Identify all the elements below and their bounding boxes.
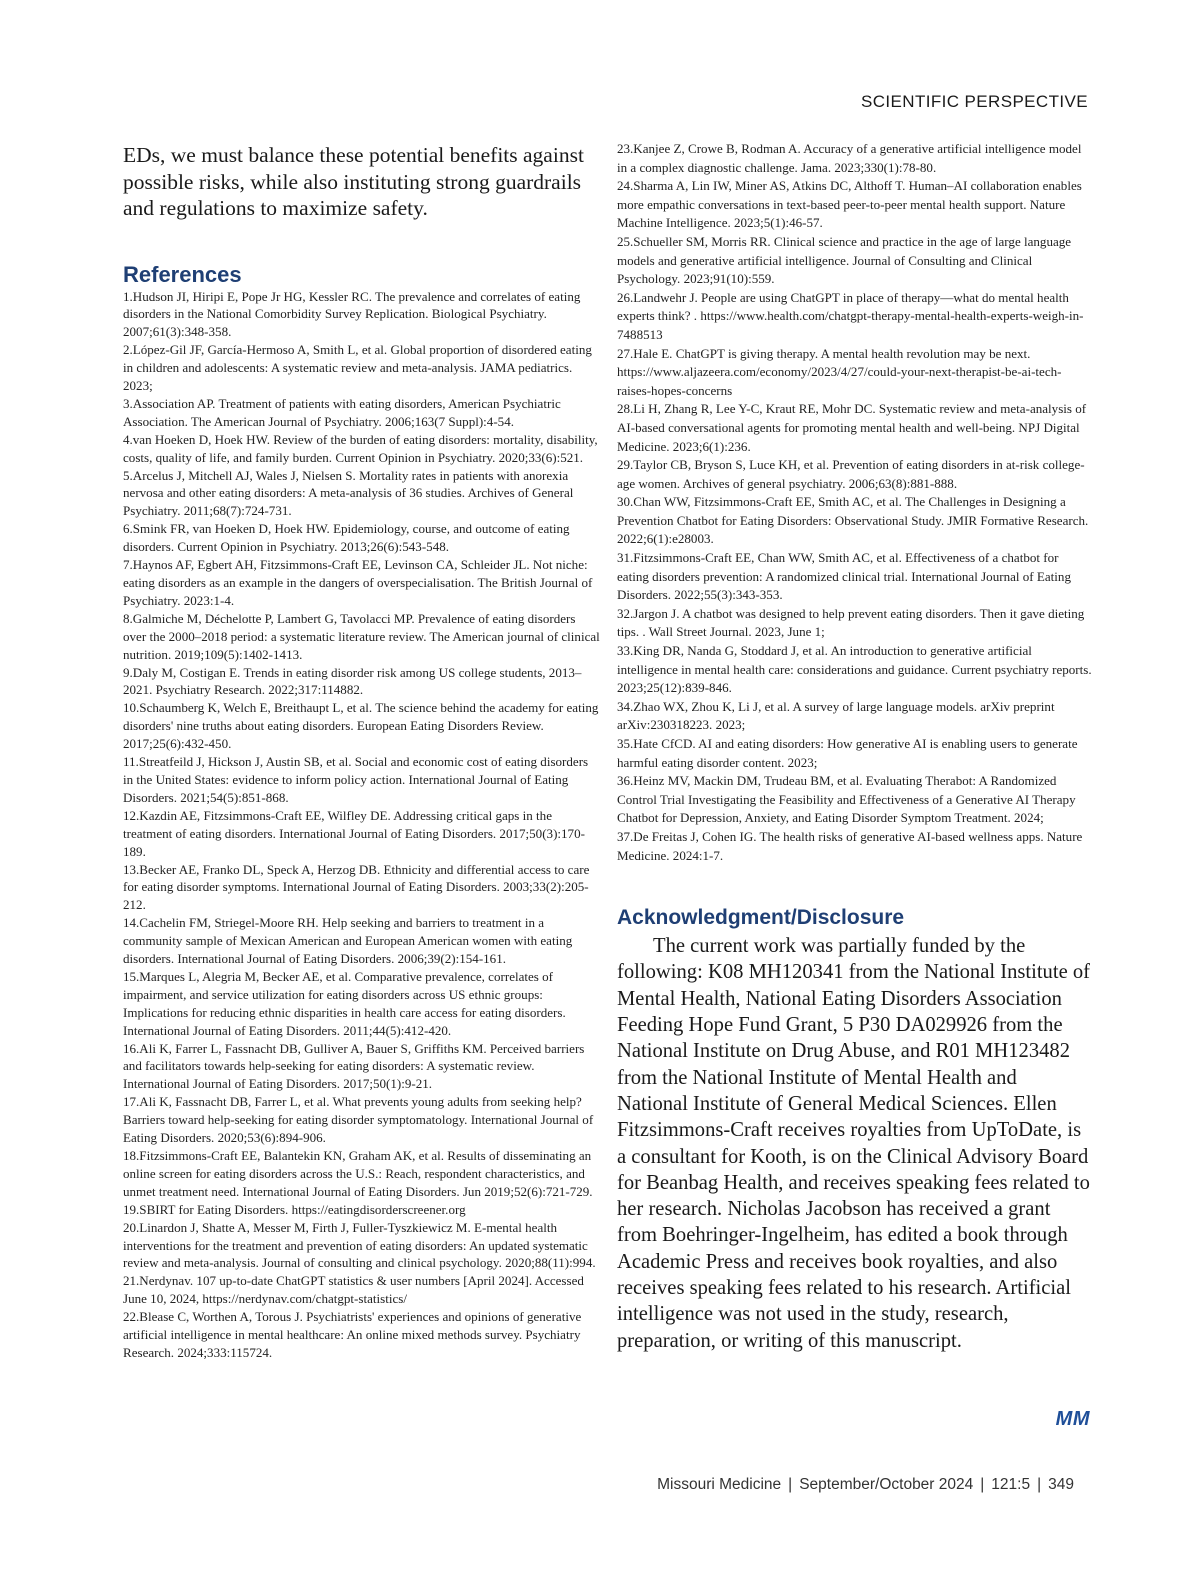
footer-volume: 121:5 [991, 1476, 1031, 1493]
reference-item: 2.López-Gil JF, García-Hermoso A, Smith L, et al. Global proportion of disordered eating in children and adolescents: A systematic review and meta-analysis. JAMA pediatrics. 2023; [123, 342, 592, 394]
reference-list-left [123, 288, 601, 1362]
reference-item: 37.De Freitas J, Cohen IG. The health risks of generative AI-based wellness apps. Nature Medicine. 2024:1-7. [617, 828, 1083, 863]
right-column [617, 140, 1092, 1354]
reference-item: 31.Fitzsimmons-Craft EE, Chan WW, Smith AC, et al. Effectiveness of a chatbot for eating disorders prevention: A randomized clinical trial. International Journal of Eating Disorders. 2022;55(3):343-353. [617, 550, 1071, 603]
page-footer [657, 1476, 1074, 1494]
reference-list-right [617, 140, 1092, 865]
reference-item: 18.Fitzsimmons-Craft EE, Balantekin KN, Graham AK, et al. Results of disseminating an online screen for eating disorders across the U.S.: Reach, respondent characteristics, and unmet treatment need. International Journal of Eating Disorders. Jun 2019;52(6):721-729. [123, 1148, 593, 1199]
reference-item: 4.van Hoeken D, Hoek HW. Review of the burden of eating disorders: mortality, disability, costs, quality of life, and family burden. Current Opinion in Psychiatry. 2020;33(6):521. [123, 431, 598, 465]
reference-item: 36.Heinz MV, Mackin DM, Trudeau BM, et al. Evaluating Therabot: A Randomized Control Trial Investigating the Feasibility and Effectiveness of a Generative AI Therapy Chatbot for Depression, Anxiety, and Eating Disorder Symptom Treatment. 2024; [617, 773, 1076, 826]
reference-item: 13.Becker AE, Franko DL, Speck A, Herzog DB. Ethnicity and differential access to care for eating disorder symptoms. International Journal of Eating Disorders. 2003;33(2):205-212. [123, 861, 590, 913]
reference-item: 15.Marques L, Alegria M, Becker AE, et al. Comparative prevalence, correlates of impairment, and service utilization for eating disorders across US ethnic groups: Implications for reducing ethnic disparities in health care access for eating disorders. International Journal of Eating Disorders. 2011;44(5):412-420. [123, 968, 566, 1038]
reference-item: 29.Taylor CB, Bryson S, Luce KH, et al. Prevention of eating disorders in at-risk college-age women. Archives of general psychiatry. 2006;63(8):881-888. [617, 457, 1085, 491]
reference-item: 17.Ali K, Fassnacht DB, Farrer L, et al. What prevents young adults from seeking help? Barriers toward help-seeking for eating disorder symptomatology. International Journal of Eating Disorders. 2020;53(6):894-906. [123, 1094, 594, 1146]
reference-item: 23.Kanjee Z, Crowe B, Rodman A. Accuracy of a generative artificial intelligence model in a complex diagnostic challenge. Jama. 2023;330(1):78-80. [617, 141, 1082, 175]
footer-separator: | [788, 1476, 793, 1493]
footer-separator: | [980, 1476, 985, 1493]
reference-item: 27.Hale E. ChatGPT is giving therapy. A mental health revolution may be next. https://www.aljazeera.com/economy/2023/4/27/could-your-next-therapist-be-ai-tech-raises-hopes-concerns [617, 345, 1062, 398]
reference-item: 35.Hate CfCD. AI and eating disorders: How generative AI is enabling users to generate harmful eating disorder content. 2023; [617, 736, 1078, 770]
section-label: SCIENTIFIC PERSPECTIVE [860, 92, 1088, 111]
reference-item: 26.Landwehr J. People are using ChatGPT in place of therapy—what do mental health experts think? . https://www.health.com/chatgpt-therapy-mental-health-experts-weigh-in-7488513 [617, 289, 1084, 342]
reference-item: 5.Arcelus J, Mitchell AJ, Wales J, Nielsen S. Mortality rates in patients with anorexia nervosa and other eating disorders: A meta-analysis of 36 studies. Archives of General Psychiatry. 2011;68(7):724-731. [123, 467, 574, 519]
reference-item: 10.Schaumberg K, Welch E, Breithaupt L, et al. The science behind the academy for eating disorders' nine truths about eating disorders. European Eating Disorders Review. 2017;25(6):432-450. [123, 700, 599, 752]
reference-item: 3.Association AP. Treatment of patients with eating disorders, American Psychiatric Association. The American Journal of Psychiatry. 2006;163(7 Suppl):4-54. [123, 395, 561, 429]
reference-item: 32.Jargon J. A chatbot was designed to help prevent eating disorders. Then it gave dieting tips. . Wall Street Journal. 2023, June 1; [617, 605, 1085, 640]
reference-item: 6.Smink FR, van Hoeken D, Hoek HW. Epidemiology, course, and outcome of eating disorders. Current Opinion in Psychiatry. 2013;26(6):543-548. [123, 521, 570, 555]
reference-item: 33.King DR, Nanda G, Stoddard J, et al. An introduction to generative artificial intelligence in mental health care: considerations and guidance. Current psychiatry reports. 2023;25(12):839-846. [617, 643, 1092, 696]
acknowledgment-paragraph: The current work was partially funded by the following: K08 MH120341 from the National Institute of Mental Health, National Eating Disorders Association Feeding Hope Fund Grant, 5 P30 DA029926 from the National Institute on Drug Abuse, and R01 MH123482 from the National Institute of Mental Health and National Institute of General Medical Sciences. Ellen Fitzsimmons-Craft receives royalties from UpToDate, is a consultant for Kooth, is on the Clinical Advisory Board for Beanbag Health, and receives speaking fees related to her research. Nicholas Jacobson has received a grant from Boehringer-Ingelheim, has edited a book through Academic Press and receives book royalties, and also receives speaking fees related to his research. Artificial intelligence was not used in the study, research, preparation, or writing of this manuscript. [617, 935, 1091, 1352]
footer-issue: September/October 2024 [799, 1476, 974, 1493]
reference-item: 7.Haynos AF, Egbert AH, Fitzsimmons-Craft EE, Levinson CA, Schleider JL. Not niche: eating disorders as an example in the dangers of overspecialisation. The British Journal of Psychiatry. 2023:1-4. [123, 557, 593, 608]
reference-item: 16.Ali K, Farrer L, Fassnacht DB, Gulliver A, Bauer S, Griffiths KM. Perceived barriers and facilitators towards help-seeking for eating disorders: A systematic review. International Journal of Eating Disorders. 2017;50(1):9-21. [123, 1040, 585, 1092]
reference-item: 12.Kazdin AE, Fitzsimmons-Craft EE, Wilfley DE. Addressing critical gaps in the treatment of eating disorders. International Journal of Eating Disorders. 2017;50(3):170-189. [123, 807, 585, 859]
reference-item: 20.Linardon J, Shatte A, Messer M, Firth J, Fuller-Tyszkiewicz M. E-mental health interventions for the treatment and prevention of eating disorders: An updated systematic review and meta-analysis. Journal of consulting and clinical psychology. 2020;88(11):994. [123, 1219, 596, 1271]
reference-item: 25.Schueller SM, Morris RR. Clinical science and practice in the age of large language models and generative artificial intelligence. Journal of Consulting and Clinical Psychology. 2023;91(10):559. [617, 233, 1072, 287]
left-column [123, 142, 601, 1362]
footer-journal: Missouri Medicine [657, 1476, 782, 1493]
reference-item: 1.Hudson JI, Hiripi E, Pope Jr HG, Kessler RC. The prevalence and correlates of eating disorders in the National Comorbidity Survey Replication. Biological Psychiatry. 2007;61(3):348-358. [123, 288, 581, 340]
reference-item: 19.SBIRT for Eating Disorders. https://eatingdisorderscreener.org [123, 1201, 466, 1217]
footer-page-number: 349 [1048, 1476, 1074, 1493]
reference-item: 24.Sharma A, Lin IW, Miner AS, Atkins DC, Althoff T. Human–AI collaboration enables more empathic conversations in text-based peer-to-peer mental health support. Nature Machine Intelligence. 2023;5(1):46-57. [617, 178, 1082, 231]
reference-item: 14.Cachelin FM, Striegel-Moore RH. Help seeking and barriers to treatment in a community sample of Mexican American and European American women with eating disorders. International Journal of Eating Disorders. 2006;39(2):154-161. [123, 915, 573, 967]
reference-item: 22.Blease C, Worthen A, Torous J. Psychiatrists' experiences and opinions of generative artificial intelligence in mental healthcare: An online mixed methods survey. Psychiatry Research. 2024;333:115724. [123, 1309, 582, 1360]
reference-item: 28.Li H, Zhang R, Lee Y-C, Kraut RE, Mohr DC. Systematic review and meta-analysis of AI-based conversational agents for promoting mental health and well-being. NPJ Digital Medicine. 2023;6(1):236. [617, 401, 1087, 454]
reference-item: 8.Galmiche M, Déchelotte P, Lambert G, Tavolacci MP. Prevalence of eating disorders over the 2000–2018 period: a systematic literature review. The American journal of clinical nutrition. 2019;109(5):1402-1413. [123, 610, 600, 662]
missouri-medicine-logo: MM [1055, 1408, 1090, 1430]
acknowledgment-heading: Acknowledgment/Disclosure [617, 906, 905, 930]
reference-item: 11.Streatfeild J, Hickson J, Austin SB, et al. Social and economic cost of eating disorders in the United States: evidence to inform policy action. International Journal of Eating Disorders. 2021;54(5):851-868. [123, 754, 589, 805]
footer-separator: | [1037, 1476, 1042, 1493]
intro-paragraph: EDs, we must balance these potential benefits against possible risks, while also instituting strong guardrails and regulations to maximize safety. [123, 143, 584, 220]
reference-item: 9.Daly M, Costigan E. Trends in eating disorder risk among US college students, 2013–2021. Psychiatry Research. 2022;317:114882. [123, 664, 582, 698]
reference-item: 30.Chan WW, Fitzsimmons-Craft EE, Smith AC, et al. The Challenges in Designing a Prevention Chatbot for Eating Disorders: Observational Study. JMIR Formative Research. 2022;6(1):e28003. [617, 494, 1089, 547]
reference-item: 21.Nerdynav. 107 up-to-date ChatGPT statistics & user numbers [April 2024]. Accessed June 10, 2024, https://nerdynav.com/chatgpt-statistics/ [123, 1273, 584, 1307]
reference-item: 34.Zhao WX, Zhou K, Li J, et al. A survey of large language models. arXiv preprint arXiv:230318223. 2023; [617, 698, 1055, 733]
references-heading: References [123, 261, 242, 287]
